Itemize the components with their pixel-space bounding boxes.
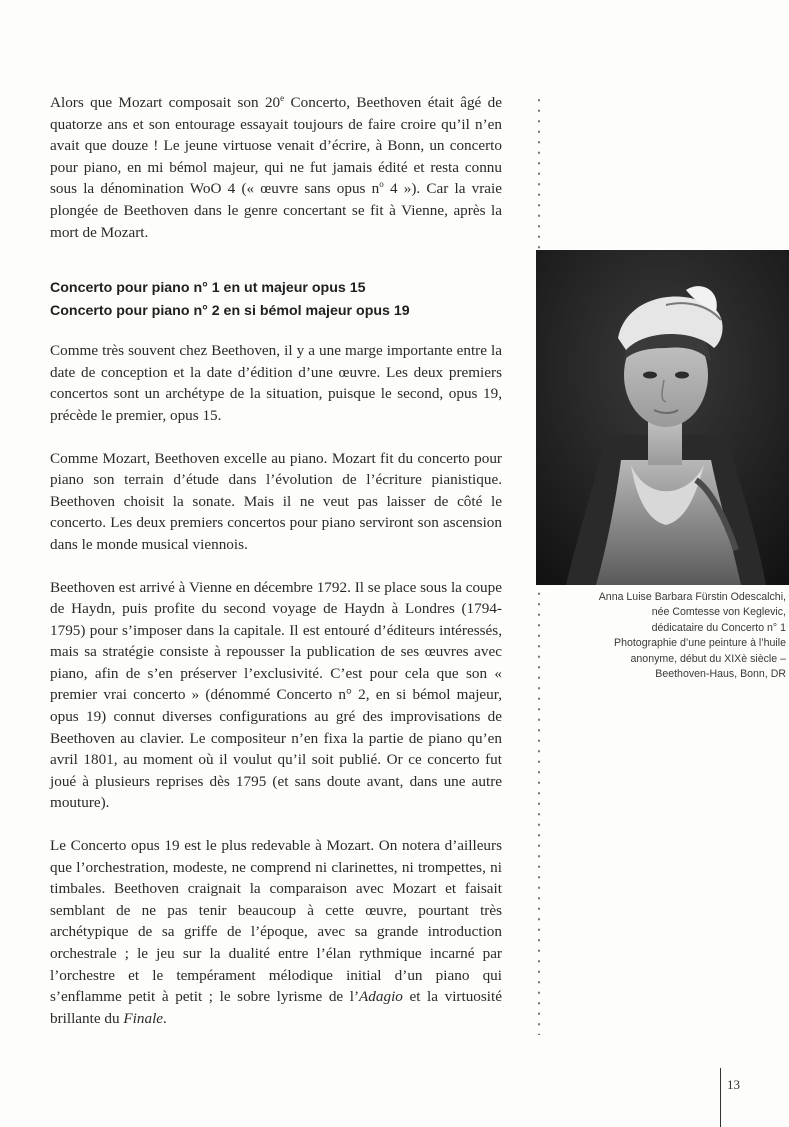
paragraph-opus-19: Le Concerto opus 19 est le plus redevable à Mozart. On notera d’ailleurs que l’orchestration, modeste, ne comprend ni clarinettes, ni trompettes, ni timbales. Beethoven craignait la comparaison avec Mozart et faisait semblant de ne pas tenir beaucoup à cette œuvre, pourtant très archétypique de sa griffe de l’époque, avec sa grande introduction orchestrale ; le jeu sur la dualité entre l’élan rythmique incarné par l’orchestre et le tempérament mélodique initial d’un piano qui s’enflamme petit à petit ; le sobre lyrisme de l’Adagio et la virtuosité brillante du Finale. xyxy=(50,837,502,1027)
page-number: 13 xyxy=(727,1077,740,1092)
portrait-image xyxy=(536,250,789,585)
portrait-painting xyxy=(536,250,789,585)
folio-rule xyxy=(720,1068,721,1127)
section-headings xyxy=(50,277,502,322)
intro-paragraph: Alors que Mozart composait son 20e Concerto, Beethoven était âgé de quatorze ans et son entourage essayait toujours de faire croire qu’il n’en avait que douze ! Le jeune virtuose venait d’écrire, à Bonn, un concerto pour piano, en mi bémol majeur, qui ne fut jamais édité et resta connu sous la dénomination WoO 4 (« œuvre sans opus $n^o$ 4 »). Car la vraie plongée de Beethoven dans le genre concertant se fit à Vienne, après la mort de Mozart. xyxy=(50,92,502,241)
paragraph-piano: Comme Mozart, Beethoven excelle au piano. Mozart fit du concerto pour piano son terrain d’étude dans l’évolution de l’écriture pianistique. Beethoven choisit la sonate. Mais il ne veut pas laisser de côté le concerto. Les deux premiers concertos pour piano serviront son ascension dans le monde musical viennois. xyxy=(50,449,502,553)
paragraph-vienna: Beethoven est arrivé à Vienne en décembre 1792. Il se place sous la coupe de Haydn, puis profite du second voyage de Haydn à Londres (1794-1795) pour s’imposer dans la capitale. Il est entouré d’éditeurs intéressés, mais sa stratégie consiste à repousser la publication de ses œuvres avec piano, afin de s’en préserver l’exclusivité. C’est pour cela que son « premier vrai concerto » (dénommé Concerto n° 2, en si bémol majeur, opus 19) connut diverses configurations au gré des improvisations de Beethoven au clavier. Le compositeur n’en fixa la partie de piano qu’en avril 1801, au moment où il voulut qu’il soit publié. Or ce concerto fut joué à plusieurs reprises dès 1795 (et sans doute avant, dans une autre mouture). xyxy=(50,578,502,812)
portrait-caption: Anna Luise Barbara Fürstin Odescalchi, née Comtesse von Keglevic, dédicataire du Concerto n° 1 Photographie d’une peinture à l’huile anonyme, début du XIXè siècle – Beethoven-Haus, Bonn, DR xyxy=(598,591,786,681)
heading-concerto-2: Concerto pour piano n° 2 en si bémol majeur opus 19 xyxy=(50,302,410,319)
main-text-column xyxy=(50,92,502,1050)
paragraph-dates: Comme très souvent chez Beethoven, il y a une marge importante entre la date de conception et la date d’édition d’une œuvre. Les deux premiers concertos sont un archétype de la situation, puisque le second, opus 19, précède le premier, opus 15. xyxy=(50,342,502,424)
heading-concerto-1: Concerto pour piano n° 1 en ut majeur opus 15 xyxy=(50,280,366,297)
